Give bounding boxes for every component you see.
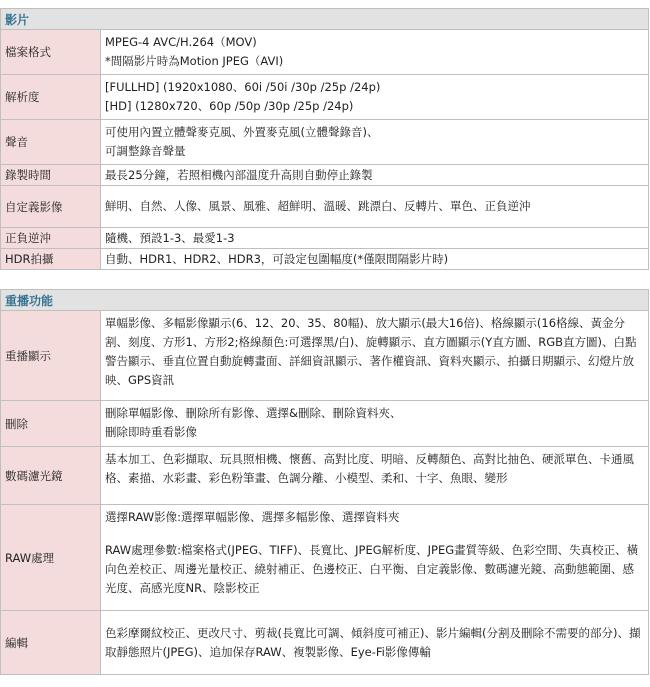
table-row bbox=[1, 447, 649, 505]
row-label: 重播顯示 bbox=[1, 311, 101, 401]
row-label: 解析度 bbox=[1, 75, 101, 120]
table-row bbox=[1, 228, 649, 249]
table-row bbox=[1, 165, 649, 186]
row-value bbox=[101, 186, 649, 228]
row-value bbox=[101, 311, 649, 401]
row-label: 編輯 bbox=[1, 611, 101, 675]
value-line: 可使用內置立體聲麥克風、外置麥克風(立體聲錄音)、 bbox=[105, 125, 379, 139]
row-label: HDR拍攝 bbox=[1, 249, 101, 270]
row-value bbox=[101, 401, 649, 447]
value-line: 可調整錄音聲量 bbox=[105, 144, 186, 158]
value-paragraph: 單幅影像、多幅影像顯示(6、12、20、35、80幅)、放大顯示(最大16倍)、格線顯示(16格線、黃金分割、刻度、方形1、方形2;格線顏色:可選擇黑/白)、旋轉顯示、直方圖顯示(Y直方圖、RGB直方圖)、白點警告顯示、垂直位置自動旋轉畫面、詳細資訊顯示、著作權資訊、資料夾顯示、拍攝日期顯示、幻燈片放映、GPS資訊 bbox=[105, 316, 637, 387]
value-line: *間隔影片時為Motion JPEG（AVI) bbox=[105, 54, 284, 68]
section-title-playback: 重播功能 bbox=[1, 290, 649, 311]
table-row bbox=[1, 505, 649, 611]
row-label: RAW處理 bbox=[1, 505, 101, 611]
value-line: 隨機、預設1-3、最愛1-3 bbox=[105, 230, 235, 245]
value-paragraph: 基本加工、色彩擷取、玩具照相機、懷舊、高對比度、明暗、反轉顏色、高對比抽色、硬派單色、卡通風格、素描、水彩畫、彩色粉筆畫、色調分離、小模型、柔和、十字、魚眼、變形 bbox=[105, 452, 634, 485]
section-title-video: 影片 bbox=[1, 9, 649, 30]
value-spacer bbox=[105, 527, 642, 541]
table-row bbox=[1, 75, 649, 120]
value-paragraph: 色彩摩爾紋校正、更改尺寸、剪裁(長寬比可調、傾斜度可補正)、影片編輯(分割及刪除不需要的部分)、擷取靜態照片(JPEG)、追加保存RAW、複製影像、Eye-Fi影像傳輸 bbox=[105, 625, 641, 659]
row-value bbox=[101, 505, 649, 611]
row-value bbox=[101, 611, 649, 675]
playback-spec-table bbox=[0, 289, 649, 675]
row-value bbox=[101, 120, 649, 165]
value-line: 鮮明、自然、人像、風景、風雅、超鮮明、溫暖、跳漂白、反轉片、單色、正負逆沖 bbox=[105, 199, 531, 213]
row-label: 檔案格式 bbox=[1, 30, 101, 75]
row-label: 自定義影像 bbox=[1, 186, 101, 228]
table-row bbox=[1, 611, 649, 675]
value-paragraph: RAW處理參數:檔案格式(JPEG、TIFF)、長寬比、JPEG解析度、JPEG畫質等級、色彩空間、失真校正、橫向色差校正、周邊光量校正、繞射補正、色邊校正、白平衡、自定義影像、數碼濾光鏡、高動態範圍、感光度、高感光度NR、陰影校正 bbox=[105, 543, 639, 595]
row-value bbox=[101, 249, 649, 270]
row-value bbox=[101, 228, 649, 249]
table-row bbox=[1, 249, 649, 270]
value-line: MPEG-4 AVC/H.264（MOV) bbox=[105, 35, 257, 49]
row-label: 聲音 bbox=[1, 120, 101, 165]
row-label: 數碼濾光鏡 bbox=[1, 447, 101, 505]
row-value bbox=[101, 30, 649, 75]
row-label: 刪除 bbox=[1, 401, 101, 447]
row-value bbox=[101, 165, 649, 186]
table-row bbox=[1, 120, 649, 165]
row-label: 正負逆沖 bbox=[1, 228, 101, 249]
value-line: 選擇RAW影像:選擇單幅影像、選擇多幅影像、選擇資料夾 bbox=[105, 510, 400, 524]
value-line: [FULLHD] (1920x1080、60i /50i /30p /25p /24p) bbox=[105, 80, 381, 94]
value-line: [HD] (1280x720、60p /50p /30p /25p /24p) bbox=[105, 99, 354, 113]
row-label: 錄製時間 bbox=[1, 165, 101, 186]
table-row bbox=[1, 30, 649, 75]
table-row bbox=[1, 186, 649, 228]
value-line: 刪除即時重看影像 bbox=[105, 425, 197, 439]
value-line: 自動、HDR1、HDR2、HDR3，可設定包圍幅度(*僅限間隔影片時) bbox=[105, 251, 449, 266]
table-row bbox=[1, 311, 649, 401]
value-line: 最長25分鐘，若照相機內部溫度升高則自動停止錄製 bbox=[105, 167, 373, 182]
video-spec-table bbox=[0, 8, 649, 270]
row-value bbox=[101, 447, 649, 505]
value-line: 刪除單幅影像、刪除所有影像、選擇&刪除、刪除資料夾、 bbox=[105, 406, 402, 420]
table-row bbox=[1, 401, 649, 447]
row-value bbox=[101, 75, 649, 120]
